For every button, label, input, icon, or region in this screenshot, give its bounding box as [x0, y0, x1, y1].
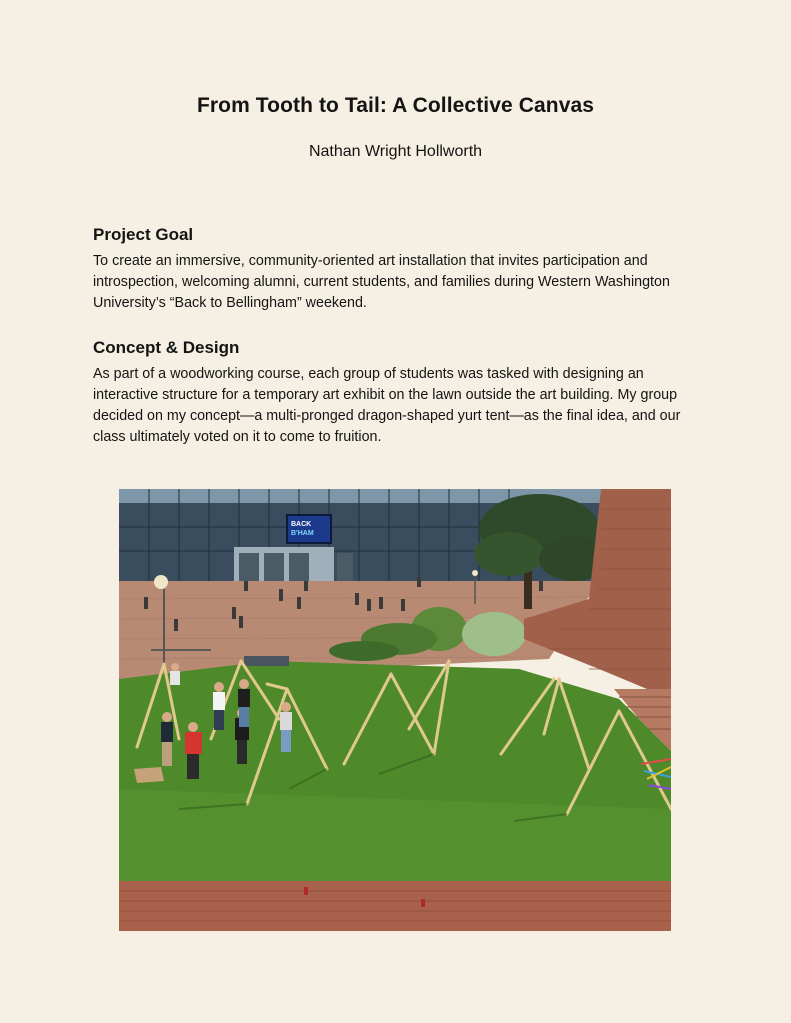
person — [170, 663, 180, 685]
section-concept-design — [93, 338, 703, 448]
document-title: From Tooth to Tail: A Collective Canvas — [196, 94, 595, 117]
section-project-goal — [93, 225, 703, 314]
section-heading: Concept & Design — [93, 338, 240, 357]
section-body: To create an immersive, community-oriented art installation that invites participation and introspection, welcoming alumni, current students, and families during Western Washington University’s “Back to Bellingham” weekend. — [93, 253, 670, 311]
sign-text-line2: B'HAM — [291, 530, 314, 537]
person — [238, 679, 250, 727]
author-name: Nathan Wright Hollworth — [308, 143, 483, 160]
person — [280, 702, 292, 752]
sign-text-line1: BACK — [291, 521, 312, 528]
section-heading: Project Goal — [93, 225, 194, 244]
person — [213, 682, 225, 730]
section-body: As part of a woodworking course, each group of students was tasked with designing an interactive structure for a temporary art exhibit on the lawn outside the art building. My group decided on my concept—a multi-pronged dragon-shaped yurt tent—as the final idea, and our class ultimately voted on it to come to fruition. — [93, 366, 681, 445]
installation-photo — [119, 489, 671, 931]
photo-illustration — [119, 489, 671, 931]
